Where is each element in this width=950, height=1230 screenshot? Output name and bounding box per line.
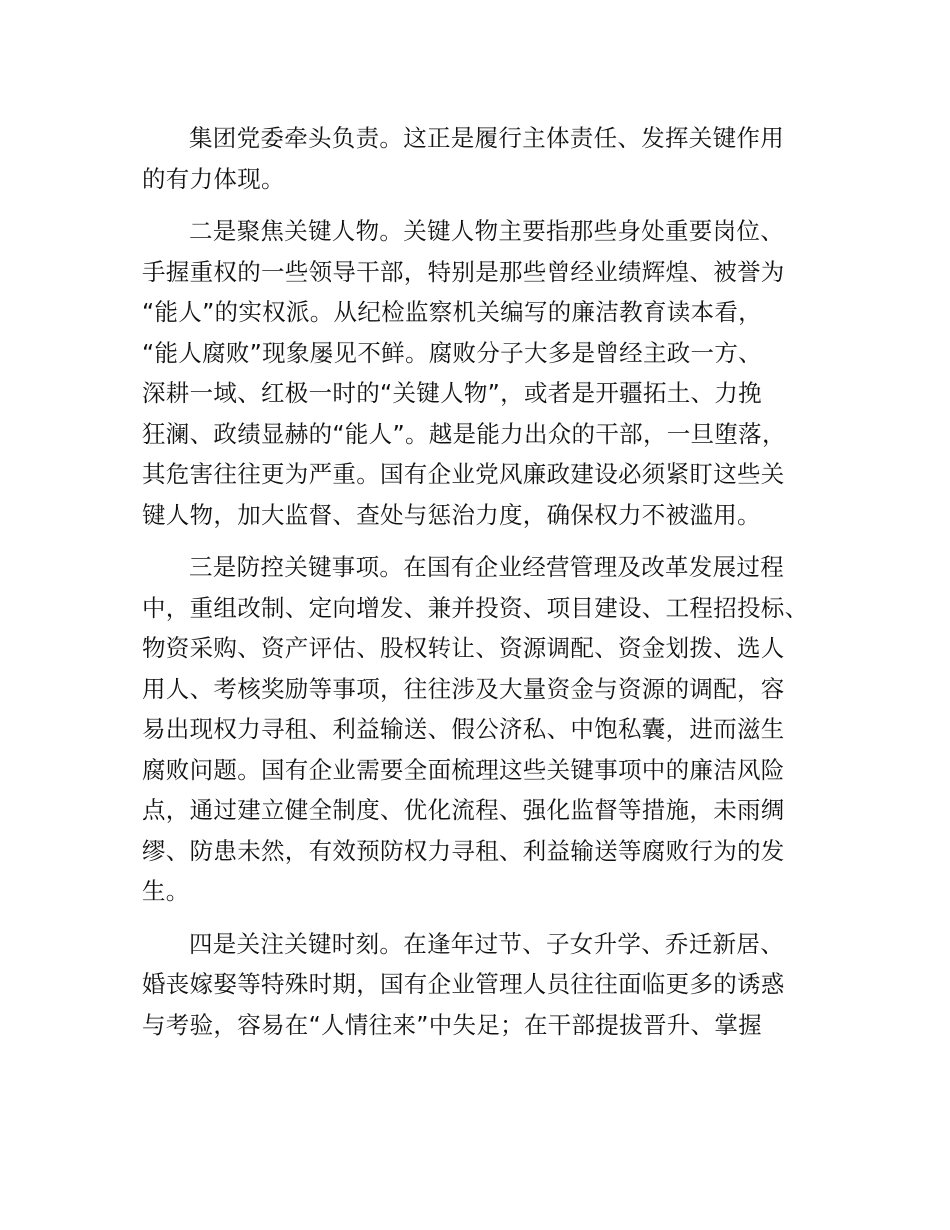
text-line: 物资采购、资产评估、股权转让、资源调配、资金划拨、选人 bbox=[142, 634, 785, 662]
text-line: 腐败问题。国有企业需要全面梳理这些关键事项中的廉洁风险 bbox=[142, 755, 785, 784]
text-line: “能人腐败”现象屡见不鲜。腐败分子大多是曾经主政一方、 bbox=[142, 338, 762, 367]
text-line: 的有力体现。 bbox=[142, 164, 285, 193]
text-line: 与考验，容易在“人情往来”中失足；在干部提拔晋升、掌握 bbox=[142, 1010, 762, 1039]
text-line: 缪、防患未然，有效预防权力寻租、利益输送等腐败行为的发 bbox=[142, 836, 785, 865]
text-line: 狂澜、政绩显赫的“能人”。越是能力出众的干部，一旦堕落， bbox=[142, 419, 786, 448]
text-line: 键人物，加大监督、查处与惩治力度，确保权力不被滥用。 bbox=[142, 500, 761, 529]
text-line: 集团党委牵头负责。这正是履行主体责任、发挥关键作用 bbox=[189, 124, 784, 152]
text-line: 二是聚焦关键人物。关键人物主要指那些身处重要岗位、 bbox=[189, 217, 784, 245]
paragraph-2 bbox=[142, 211, 832, 535]
text-line: 点，通过建立健全制度、优化流程、强化监督等措施，未雨绸 bbox=[142, 796, 785, 824]
text-line: 中，重组改制、定向增发、兼并投资、项目建设、工程招投标、 bbox=[142, 593, 809, 622]
paragraph-3 bbox=[142, 547, 832, 912]
text-line: 四是关注关键时刻。在逢年过节、子女升学、乔迁新居、 bbox=[189, 929, 784, 958]
text-line: 易出现权力寻租、利益输送、假公济私、中饱私囊，进而滋生 bbox=[142, 715, 785, 743]
text-line: “能人”的实权派。从纪检监察机关编写的廉洁教育读本看， bbox=[142, 298, 762, 326]
text-line: 用人、考核奖励等事项，往往涉及大量资金与资源的调配，容 bbox=[142, 674, 785, 703]
document-body bbox=[142, 118, 832, 1057]
text-line: 婚丧嫁娶等特殊时期，国有企业管理人员往往面临更多的诱惑 bbox=[142, 970, 785, 998]
text-line: 生。 bbox=[142, 877, 190, 905]
text-line: 深耕一域、红极一时的“关键人物”，或者是开疆拓土、力挽 bbox=[142, 379, 762, 407]
paragraph-4 bbox=[142, 924, 832, 1046]
text-line: 手握重权的一些领导干部，特别是那些曾经业绩辉煌、被誉为 bbox=[142, 257, 785, 286]
text-line: 三是防控关键事项。在国有企业经营管理及改革发展过程 bbox=[189, 553, 784, 581]
text-line: 其危害往往更为严重。国有企业党风廉政建设必须紧盯这些关 bbox=[142, 460, 785, 488]
paragraph-1 bbox=[142, 118, 832, 199]
